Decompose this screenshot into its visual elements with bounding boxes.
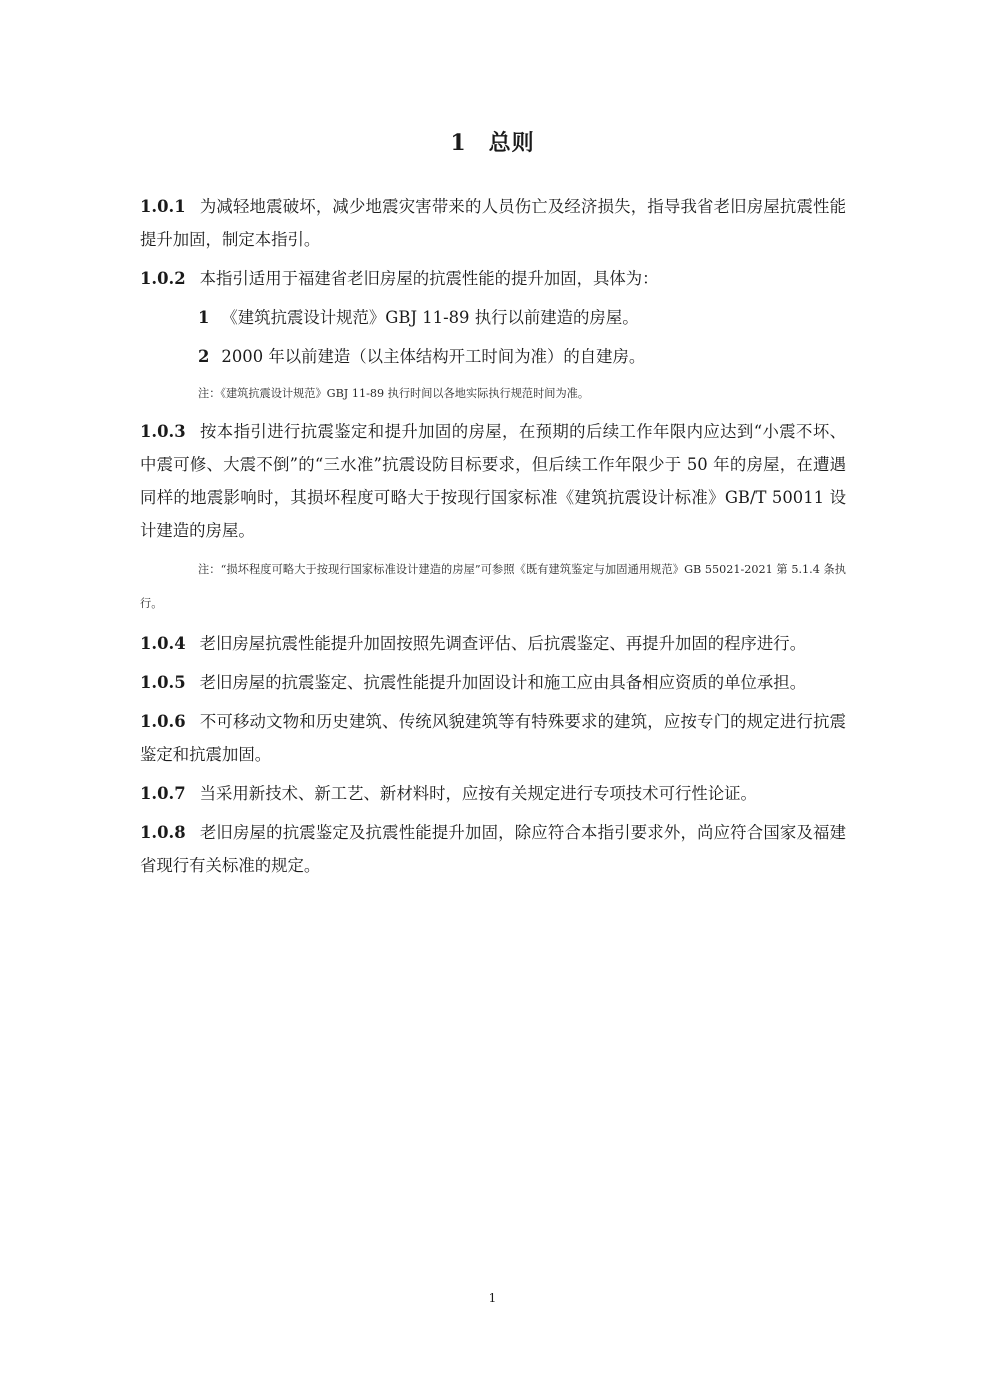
- page-number: 1: [488, 1291, 497, 1305]
- clause-number: 1.0.5: [140, 673, 186, 692]
- clause-text: 老旧房屋的抗震鉴定及抗震性能提升加固，除应符合本指引要求外，尚应符合国家及福建省现行有关标准的规定。: [140, 823, 846, 875]
- item-text: 《建筑抗震设计规范》GBJ 11-89 执行以前建造的房屋。: [221, 308, 639, 327]
- clause-1-0-3: [140, 415, 846, 547]
- clause-text: 老旧房屋抗震性能提升加固按照先调查评估、后抗震鉴定、再提升加固的程序进行。: [199, 634, 807, 653]
- clause-number: 1.0.2: [140, 269, 186, 288]
- list-item-2: [140, 340, 846, 373]
- list-item-1: [140, 301, 846, 334]
- clause-text: 不可移动文物和历史建筑、传统风貌建筑等有特殊要求的建筑，应按专门的规定进行抗震鉴定和抗震加固。: [140, 712, 846, 764]
- clause-number: 1.0.1: [140, 197, 186, 216]
- clause-number: 1.0.7: [140, 784, 186, 803]
- chapter-number: 1: [450, 130, 467, 156]
- clause-number: 1.0.6: [140, 712, 186, 731]
- note-2: 注：“损坏程度可略大于按现行国家标准设计建造的房屋”可参照《既有建筑鉴定与加固通用规范》GB 55021-2021 第 5.1.4 条执行。: [140, 563, 846, 610]
- clause-text: 为减轻地震破坏，减少地震灾害带来的人员伤亡及经济损失，指导我省老旧房屋抗震性能提升加固，制定本指引。: [140, 197, 846, 249]
- clause-text: 老旧房屋的抗震鉴定、抗震性能提升加固设计和施工应由具备相应资质的单位承担。: [199, 673, 807, 692]
- clause-1-0-5: [140, 666, 846, 699]
- clause-number: 1.0.4: [140, 634, 186, 653]
- clause-1-0-4: [140, 627, 846, 660]
- note-1: 注：《建筑抗震设计规范》GBJ 11-89 执行时间以各地实际执行规范时间为准。: [198, 387, 590, 400]
- clause-1-0-2: [140, 262, 846, 295]
- clause-1-0-8: [140, 816, 846, 882]
- chapter-title: [0, 126, 985, 157]
- clause-1-0-7: [140, 777, 846, 810]
- item-number: 1: [198, 308, 210, 327]
- clause-1-0-1: [140, 190, 846, 256]
- chapter-title-text: 总则: [488, 130, 535, 156]
- clause-text: 本指引适用于福建省老旧房屋的抗震性能的提升加固，具体为：: [199, 269, 659, 288]
- clause-text: 当采用新技术、新工艺、新材料时，应按有关规定进行专项技术可行性论证。: [199, 784, 757, 803]
- item-number: 2: [198, 347, 210, 366]
- item-text: 2000 年以前建造（以主体结构开工时间为准）的自建房。: [221, 347, 646, 366]
- clause-1-0-6: [140, 705, 846, 771]
- clause-number: 1.0.3: [140, 422, 186, 441]
- clause-number: 1.0.8: [140, 823, 186, 842]
- document-body: [140, 190, 846, 888]
- clause-text: 按本指引进行抗震鉴定和提升加固的房屋，在预期的后续工作年限内应达到“小震不坏、中震可修、大震不倒”的“三水准”抗震设防目标要求，但后续工作年限少于 50 年的房屋，在遭遇同样的地震影响时，其损坏程度可略大于按现行国家标准《建筑抗震设计标准》GB/T 50011 设计建造的房屋。: [140, 422, 846, 540]
